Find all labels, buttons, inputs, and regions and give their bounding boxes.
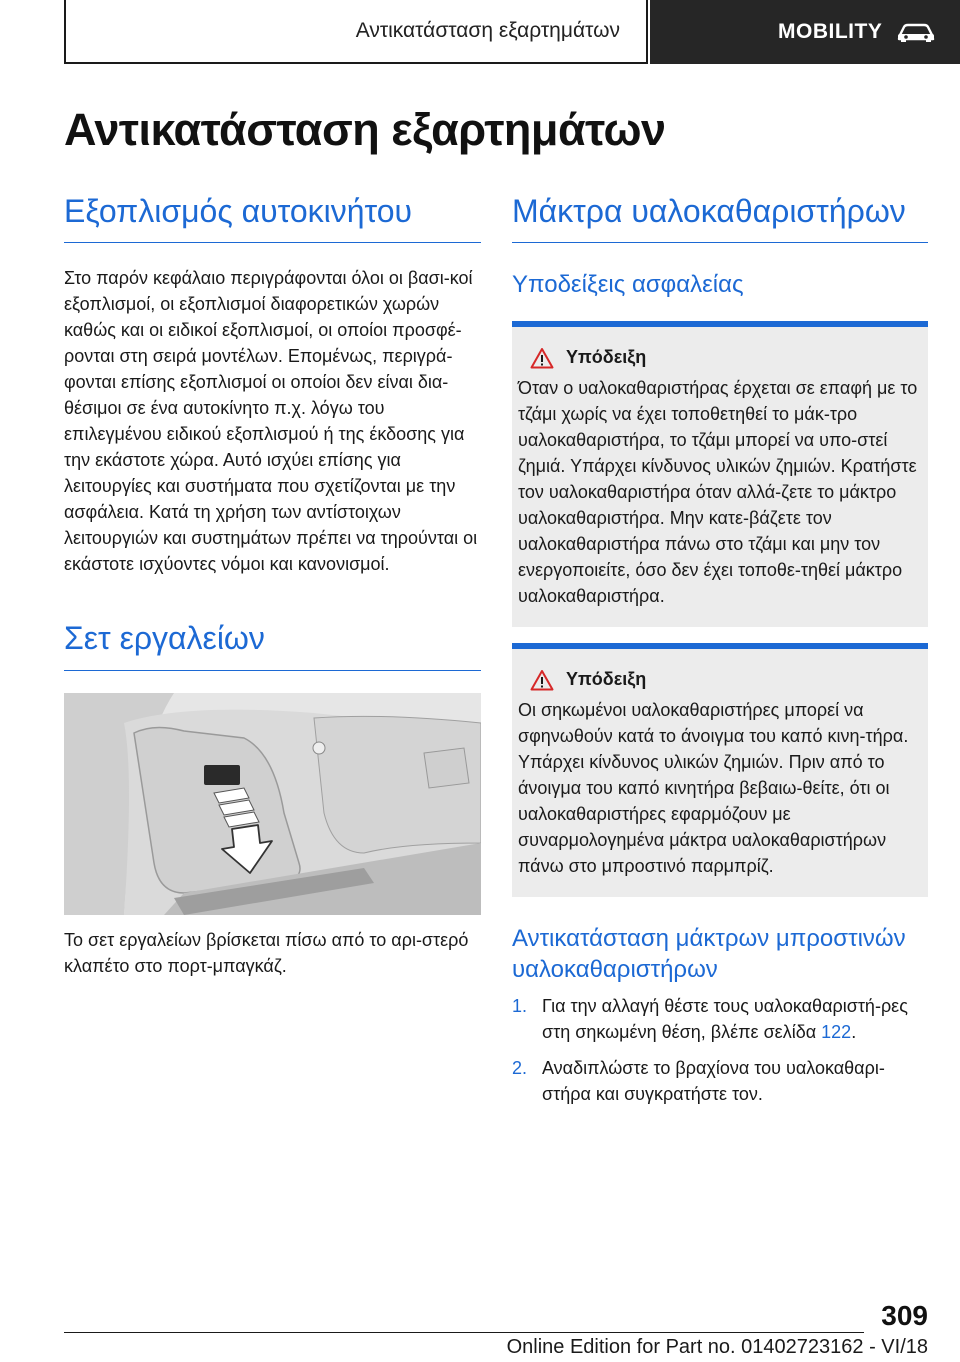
trunk-illustration xyxy=(64,693,481,915)
toolkit-heading: Σετ εργαλείων xyxy=(64,619,481,670)
front-wiper-heading: Αντικατάσταση μάκτρων μπροστινών υαλοκαθαριστήρων xyxy=(512,924,906,983)
equipment-heading: Εξοπλισμός αυτοκινήτου xyxy=(64,192,481,243)
warning-triangle-icon xyxy=(530,669,554,691)
page-title: Αντικατάσταση εξαρτημάτων xyxy=(64,104,666,155)
step-number: 2. xyxy=(512,1057,528,1078)
step-text: Αναδιπλώστε το βραχίονα του υαλοκαθαρι-στήρα και συγκρατήστε τον. xyxy=(542,1057,885,1104)
left-column xyxy=(64,192,481,979)
safety-heading: Υποδείξεις ασφαλείας xyxy=(512,271,744,299)
warning-triangle-icon xyxy=(530,347,554,369)
warning-title: Υπόδειξη xyxy=(566,669,647,690)
header-chapter-tab[interactable] xyxy=(650,0,960,64)
warning-box-1 xyxy=(512,321,928,627)
toolkit-figure xyxy=(64,693,481,915)
equipment-text: Στο παρόν κεφάλαιο περιγράφονται όλοι οι βασι-κοί εξοπλισμοί, οι εξοπλισμοί διαφορετικών χωρών καθώς και οι ειδικοί εξοπλισμοί, οι οποίοι προσφέ-ρονται στη σειρά μοντέλων. Επομένως, περιγρά-φονται επίσης εξοπλισμοί οι οποίοι δεν είναι δια-θέσιμοι σε ένα αυτοκίνητο π.χ. λόγω του επιλεγμένου ειδικού εξοπλισμού ή της έκδοσης για την εκάστοτε χώρα. Αυτό ισχύει επίσης για λειτουργίες και συστήματα που σχετίζονται με την ασφάλεια. Κατά τη χρήση των αντίστοιχων λειτουργιών και συστημάτων πρέπει να τηρούνται οι εκάστοτε ισχύοντες νόμοι και κανονισμοί. xyxy=(64,268,478,575)
wiper-blades-heading: Μάκτρα υαλοκαθαριστήρων xyxy=(512,192,928,243)
warning-box-2 xyxy=(512,643,928,897)
right-column xyxy=(512,192,928,1117)
header-section-title-text: Αντικατάσταση εξαρτημάτων xyxy=(355,19,620,42)
step-text: Για την αλλαγή θέστε τους υαλοκαθαριστή-ρες στη σηκωμένη θέση, βλέπε σελίδα 122. xyxy=(542,995,908,1042)
list-item xyxy=(512,993,928,1045)
warning-header xyxy=(518,669,920,691)
footer-divider xyxy=(64,1332,864,1333)
steps-list xyxy=(512,993,928,1107)
car-icon xyxy=(896,21,936,43)
warning-text: Όταν ο υαλοκαθαριστήρας έρχεται σε επαφή με το τζάμι χωρίς να έχει τοποθετηθεί το μάκ-τρο υαλοκαθαριστήρα, το τζάμι μπορεί να υπο-στεί ζημιά. Υπάρχει κίνδυνος υλικών ζημιών. Κρατήστε τον υαλοκαθαριστήρα όταν αλλά-ζετε το μάκτρο υαλοκαθαριστήρα. Μην κατε-βάζετε τον υαλοκαθαριστήρα πάνω στο τζάμι και μην τον ενεργοποιείτε, όσο δεν έχει τοποθε-τηθεί μάκτρο υαλοκαθαριστήρα. xyxy=(518,377,918,606)
header-section-title xyxy=(64,0,648,64)
footer-edition: Online Edition for Part no. 01402723162 - VI/18 xyxy=(506,1336,928,1358)
step-number: 1. xyxy=(512,995,528,1016)
list-item xyxy=(512,1055,928,1107)
toolkit-caption: Το σετ εργαλείων βρίσκεται πίσω από το αρι-στερό κλαπέτο στο πορτ-μπαγκάζ. xyxy=(64,929,469,976)
warning-header xyxy=(518,347,920,369)
warning-title: Υπόδειξη xyxy=(566,347,647,368)
header-chapter-label: MOBILITY xyxy=(778,20,883,43)
warning-text: Οι σηκωμένοι υαλοκαθαριστήρες μπορεί να σφηνωθούν κατά το άνοιγμα του καπό κινη-τήρα. Υπάρχει κίνδυνος υλικών ζημιών. Πριν από το άνοιγμα του καπό κινητήρα βεβαιω-θείτε, ότι οι υαλοκαθαριστήρες εφαρμόζουν με συναρμολογημένα μάκτρα υαλοκαθαριστήρων πάνω στο μπροστινό παρμπρίζ. xyxy=(518,699,909,876)
page-number: 309 xyxy=(881,1300,928,1331)
page-link[interactable]: 122 xyxy=(821,1021,852,1042)
